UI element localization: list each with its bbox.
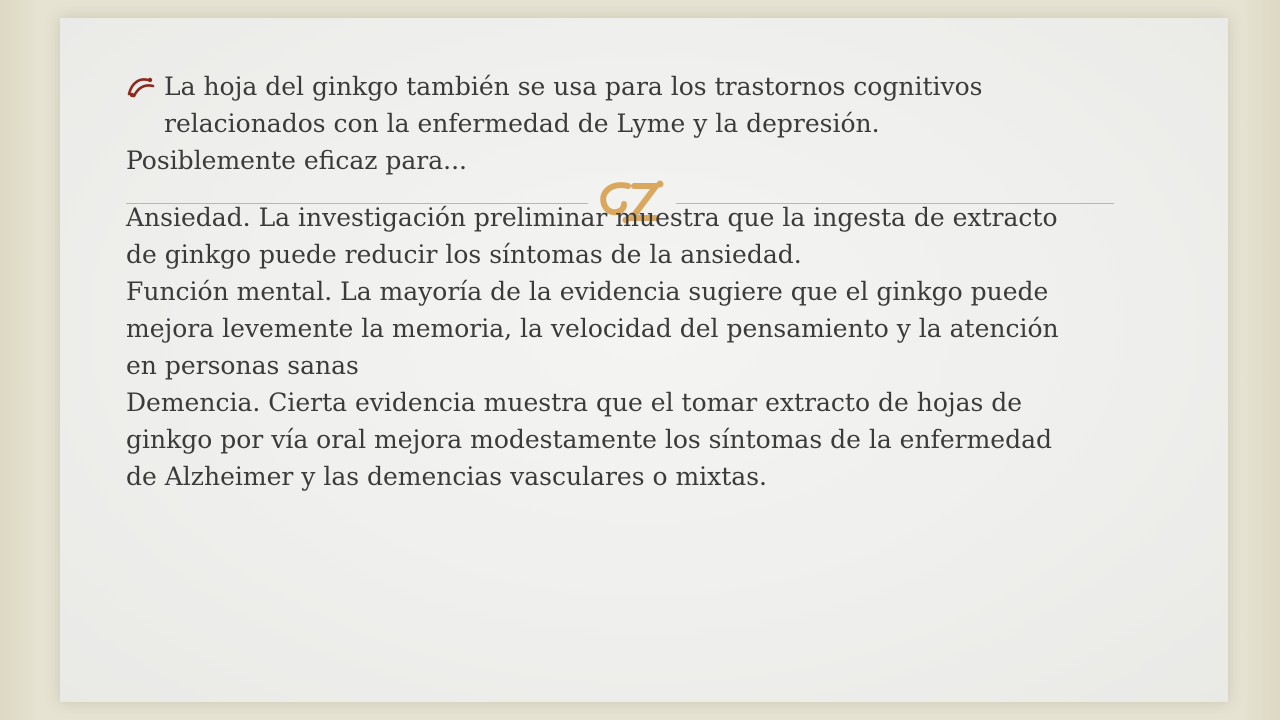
bullet-item <box>126 68 1066 142</box>
paragraph-anxiety: Ansiedad. La investigación preliminar muestra que la ingesta de extracto de ginkgo puede reducir los síntomas de la ansiedad. <box>126 203 1058 269</box>
slide-body <box>126 68 1066 495</box>
blank-line <box>126 179 1066 199</box>
bullet-text: La hoja del ginkgo también se usa para los trastornos cognitivos relacionados con la enfermedad de Lyme y la depresión. <box>164 72 983 138</box>
paragraph-mental-function: Función mental. La mayoría de la evidencia sugiere que el ginkgo puede mejora levemente la memoria, la velocidad del pensamiento y la atención en personas sanas <box>126 277 1059 380</box>
paragraph-dementia: Demencia. Cierta evidencia muestra que el tomar extracto de hojas de ginkgo por vía oral mejora modestamente los síntomas de la enfermedad de Alzheimer y las demencias vasculares o mixtas. <box>126 388 1052 491</box>
section-heading: Posiblemente eficaz para... <box>126 146 467 175</box>
scroll-bullet-icon <box>126 74 156 100</box>
